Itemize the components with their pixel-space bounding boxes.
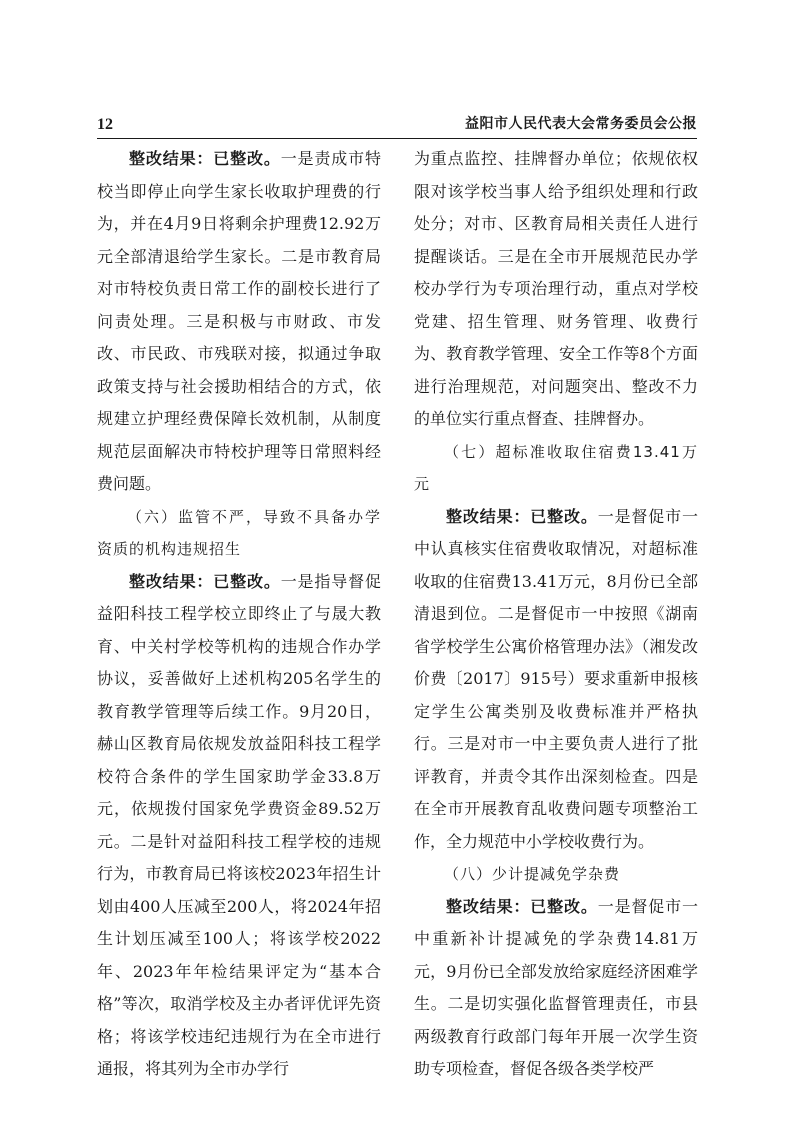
paragraph [414,891,698,1086]
paragraph [414,501,698,859]
section-subheading [97,501,381,566]
section-subheading [414,858,698,891]
subheading-text: （七）超标准收取住宿费13.41万元 [414,442,698,493]
result-lead: 整改结果：已整改。 [129,149,281,168]
paragraph-text: 一是督促市一中认真核实住宿费收取情况，对超标准收取的住宿费13.41万元，8月份已全部清退到位。二是督促市一中按照《湖南省学校学生公寓价格管理办法》（湘发改价费〔2017〕915号）要求重新申报核定学生公寓类别及收费标准并严格执行。三是对市一中主要负责人进行了批评教育，并责令其作出深刻检查。四是在全市开展教育乱收费问题专项整治工作，全力规范中小学校收费行为。 [414,506,698,851]
journal-title: 益阳市人民代表大会常务委员会公报 [465,117,697,132]
subheading-text: （八）少计提减免学杂费 [444,865,621,883]
section-subheading [414,436,698,501]
page-number: 12 [97,116,113,133]
paragraph-text: 一是督促市一中重新补计提减免的学杂费14.81万元，9月份已全部发放给家庭经济困难学生。二是切实强化监督管理责任，市县两级教育行政部门每年开展一次学生资助专项检查，督促各级各类学校严 [414,896,698,1078]
page-header [97,114,697,139]
paragraph-continuation [414,143,698,436]
paragraph [97,143,381,501]
subheading-text: （六）监管不严，导致不具备办学资质的机构违规招生 [97,507,381,558]
paragraph [97,566,381,1086]
right-column [414,143,698,1086]
paragraph-text: 一是责成市特校当即停止向学生家长收取护理费的行为，并在4月9日将剩余护理费12.92万元全部清退给学生家长。二是市教育局对市特校负责日常工作的副校长进行了问责处理。三是积极与市财政、市发改、市民政、市残联对接，拟通过争取政策支持与社会援助相结合的方式，依规建立护理经费保障长效机制，从制度规范层面解决市特校护理等日常照料经费问题。 [97,149,381,493]
result-lead: 整改结果：已整改。 [446,896,598,916]
result-lead: 整改结果：已整改。 [446,506,598,526]
left-column [97,143,381,1086]
result-lead: 整改结果：已整改。 [129,571,281,591]
paragraph-text: 为重点监控、挂牌督办单位；依规依权限对该学校当事人给予组织处理和行政处分；对市、区教育局相关责任人进行提醒谈话。三是在全市开展规范民办学校办学行为专项治理行动，重点对学校党建、招生管理、财务管理、收费行为、教育教学管理、安全工作等8个方面进行治理规范，对问题突出、整改不力的单位实行重点督查、挂牌督办。 [414,149,698,428]
paragraph-text: 一是指导督促益阳科技工程学校立即终止了与晟大教育、中关村学校等机构的违规合作办学协议，妥善做好上述机构205名学生的教育教学管理等后续工作。9月20日，赫山区教育局依规发放益阳科技工程学校符合条件的学生国家助学金33.8万元，依规拨付国家免学费资金89.52万元。二是针对益阳科技工程学校的违规行为，市教育局已将该校2023年招生计划由400人压减至200人，将2024年招生计划压减至100人；将该学校2022年、2023年年检结果评定为“基本合格”等次，取消学校及主办者评优评先资格；将该学校违纪违规行为在全市进行通报，将其列为全市办学行 [97,571,381,1078]
